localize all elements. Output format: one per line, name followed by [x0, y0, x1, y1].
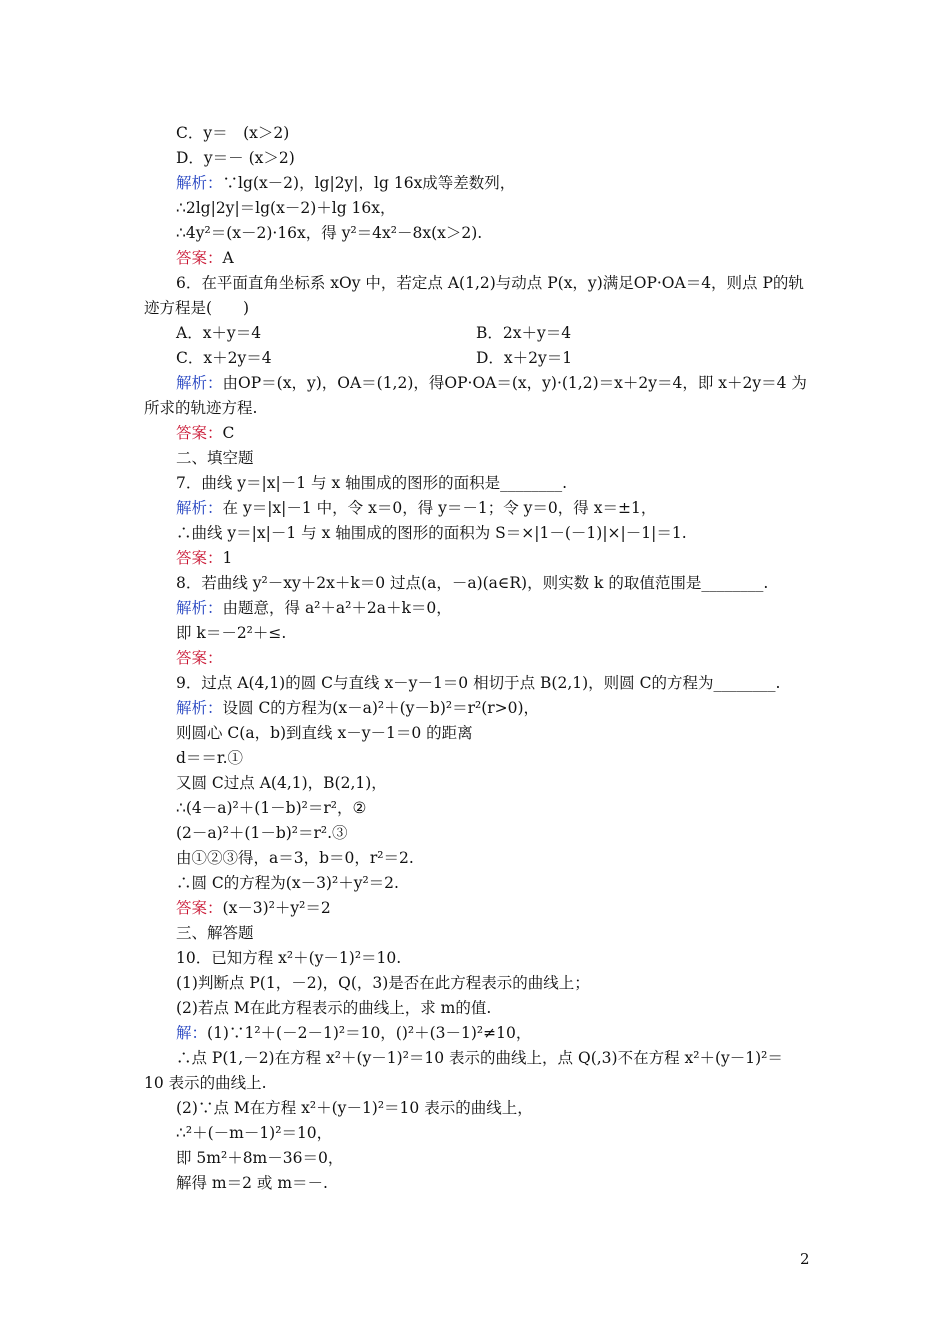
- text-line: [176, 248, 234, 268]
- answer-label: 答案：: [176, 424, 223, 442]
- text-line: [176, 123, 289, 143]
- answer-label: 答案：: [176, 649, 223, 667]
- answer-label: 答案：: [176, 249, 223, 267]
- analysis-label: 解：: [176, 1024, 208, 1042]
- text-line: [176, 448, 254, 468]
- text-line: [176, 273, 804, 293]
- line-text: B．2x＋y＝4: [476, 324, 572, 342]
- text-line: [176, 698, 539, 718]
- text-line: [176, 598, 452, 618]
- line-text: ∴(4－a)²＋(1－b)²＝r²，②: [176, 799, 367, 817]
- text-line: [144, 1073, 267, 1093]
- line-text: 由OP＝(x，y)，OA＝(1,2)，得OP·OA＝(x，y)·(1,2)＝x＋2y＝4，即 x＋2y＝4 为: [222, 374, 807, 392]
- line-text: C．y＝ (x＞2): [176, 124, 290, 142]
- line-text: D．x＋2y＝1: [476, 349, 573, 367]
- text-line: [176, 773, 387, 793]
- line-text: ∴曲线 y＝|x|－1 与 x 轴围成的图形的面积为 S＝×|1－(－1)|×|－1|＝1.: [176, 524, 687, 542]
- answer-label: 答案：: [176, 549, 223, 567]
- text-line: [176, 473, 567, 493]
- text-line: [176, 548, 232, 568]
- line-text: 10．已知方程 x²＋(y－1)²＝10.: [176, 949, 402, 967]
- text-line: [176, 848, 414, 868]
- text-line: [176, 623, 286, 643]
- line-text: 三、解答题: [176, 924, 254, 942]
- line-text: (2)∵点 M在方程 x²＋(y－1)²＝10 表示的曲线上，: [176, 1099, 533, 1117]
- line-text: 在 y＝|x|－1 中，令 x＝0，得 y＝－1；令 y＝0，得 x＝±1，: [222, 499, 657, 517]
- line-text: (x－3)²＋y²＝2: [222, 899, 331, 917]
- text-line: [176, 823, 348, 843]
- line-text: ∴2lg|2y|＝lg(x－2)＋lg 16x，: [176, 199, 396, 217]
- line-text: ∵lg(x－2)，lg|2y|，lg 16x成等差数列，: [222, 174, 516, 192]
- text-line: [176, 723, 473, 743]
- page-number: 2: [800, 1250, 810, 1268]
- text-line: [176, 798, 366, 818]
- text-line: [176, 1173, 328, 1193]
- text-line: [176, 1123, 332, 1143]
- text-line: [176, 198, 396, 218]
- text-line: [176, 373, 807, 393]
- text-line: [176, 748, 243, 768]
- line-text: 解得 m＝2 或 m＝－.: [176, 1174, 328, 1192]
- line-text: 6．在平面直角坐标系 xOy 中，若定点 A(1,2)与动点 P(x，y)满足OP·OA＝4，则点 P的轨: [176, 274, 804, 292]
- line-text: 则圆心 C(a，b)到直线 x－y－1＝0 的距离: [176, 724, 473, 742]
- text-line: [176, 423, 234, 443]
- text-line: [144, 398, 257, 418]
- text-line: [176, 948, 401, 968]
- line-text: 由题意，得 a²＋a²＋2a＋k＝0，: [222, 599, 452, 617]
- line-text: 10 表示的曲线上.: [144, 1074, 267, 1092]
- line-text: 迹方程是( ): [144, 299, 250, 317]
- line-text: 7．曲线 y＝|x|－1 与 x 轴围成的图形的面积是________.: [176, 474, 568, 492]
- line-text: d＝＝r.①: [176, 749, 244, 767]
- line-text: (1)∵1²＋(－2－1)²＝10，()²＋(3－1)²≠10，: [207, 1024, 532, 1042]
- line-text: (2－a)²＋(1－b)²＝r².③: [176, 824, 348, 842]
- analysis-label: 解析：: [176, 174, 223, 192]
- text-line: [176, 1048, 783, 1068]
- text-line: [176, 223, 482, 243]
- text-line: [176, 898, 331, 918]
- line-text: A: [222, 249, 234, 267]
- line-text: 所求的轨迹方程.: [144, 399, 258, 417]
- text-line: [176, 1148, 343, 1168]
- line-text: 9．过点 A(4,1)的圆 C与直线 x－y－1＝0 相切于点 B(2,1)，则圆 C的方程为________.: [176, 674, 781, 692]
- text-line: [176, 148, 295, 168]
- line-text: C: [222, 424, 235, 442]
- analysis-label: 解析：: [176, 499, 223, 517]
- line-text: 8．若曲线 y²－xy＋2x＋k＝0 过点(a，－a)(a∈R)，则实数 k 的取值范围是________.: [176, 574, 769, 592]
- text-line: [176, 1098, 533, 1118]
- text-line: [176, 673, 780, 693]
- text-line: [176, 923, 254, 943]
- line-text: 二、填空题: [176, 449, 254, 467]
- text-line: [476, 348, 572, 368]
- text-line: [176, 873, 399, 893]
- line-text: ∴²＋(－m－1)²＝10，: [176, 1124, 333, 1142]
- text-line: [176, 348, 272, 368]
- text-line: [176, 973, 590, 993]
- answer-label: 答案：: [176, 899, 223, 917]
- line-text: C．x＋2y＝4: [176, 349, 272, 367]
- line-text: 即 5m²＋8m－36＝0，: [176, 1149, 344, 1167]
- text-line: [176, 498, 656, 518]
- line-text: A．x＋y＝4: [176, 324, 262, 342]
- line-text: 由①②③得，a＝3，b＝0，r²＝2.: [176, 849, 414, 867]
- analysis-label: 解析：: [176, 599, 223, 617]
- line-text: (1)判断点 P(1，－2)，Q(，3)是否在此方程表示的曲线上；: [176, 974, 590, 992]
- line-text: (2)若点 M在此方程表示的曲线上，求 m的值.: [176, 999, 492, 1017]
- line-text: D．y＝－ (x＞2): [176, 149, 295, 167]
- line-text: ∴4y²＝(x－2)·16x，得 y²＝4x²－8x(x＞2).: [176, 224, 483, 242]
- text-line: [176, 323, 261, 343]
- text-line: [176, 998, 491, 1018]
- line-text: 即 k＝－2²＋≤.: [176, 624, 287, 642]
- line-text: ∴点 P(1,－2)在方程 x²＋(y－1)²＝10 表示的曲线上，点 Q(,3)不在方程 x²＋(y－1)²＝: [176, 1049, 783, 1067]
- text-line: [176, 173, 515, 193]
- text-line: [476, 323, 571, 343]
- text-line: [176, 648, 223, 668]
- line-text: 设圆 C的方程为(x－a)²＋(y－b)²＝r²(r>0)，: [222, 699, 540, 717]
- text-line: [176, 1023, 531, 1043]
- line-text: 又圆 C过点 A(4,1)，B(2,1)，: [176, 774, 387, 792]
- text-line: [176, 523, 687, 543]
- analysis-label: 解析：: [176, 374, 223, 392]
- text-line: [144, 298, 249, 318]
- line-text: ∴圆 C的方程为(x－3)²＋y²＝2.: [176, 874, 399, 892]
- line-text: 1: [222, 549, 233, 567]
- text-line: [176, 573, 768, 593]
- analysis-label: 解析：: [176, 699, 223, 717]
